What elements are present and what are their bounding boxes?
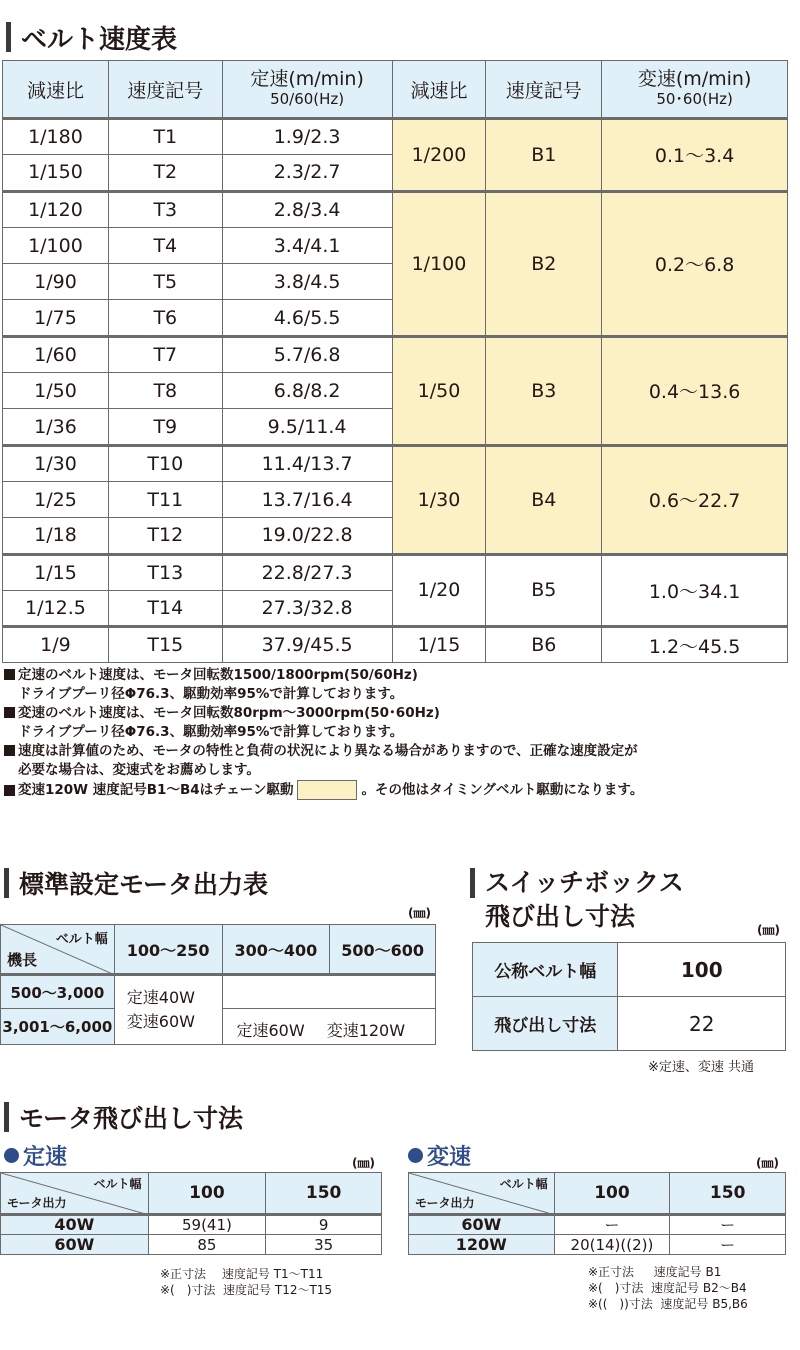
table-row xyxy=(3,336,788,372)
var-code-cell: B1 xyxy=(486,119,602,192)
fixed-proj-table xyxy=(0,1172,382,1255)
table-row xyxy=(1,1235,382,1255)
code-cell: T13 xyxy=(108,554,222,590)
speed-cell: 1.9/2.3 xyxy=(222,119,392,155)
var-code-cell: B4 xyxy=(486,445,602,554)
bullet-dot-icon xyxy=(408,1148,423,1163)
speed-cell: 11.4/13.7 xyxy=(222,445,392,481)
motor-output-title: 標準設定モータ出力表 xyxy=(4,868,268,898)
speed-cell: 19.0/22.8 xyxy=(222,518,392,554)
title-bar xyxy=(6,22,11,52)
ratio-cell: 1/180 xyxy=(3,119,109,155)
table-row xyxy=(3,445,788,481)
motor-output-unit: (㎜) xyxy=(408,906,431,920)
variable-label: 変速 xyxy=(408,1140,471,1171)
proj-value: 85 xyxy=(148,1235,266,1255)
proj-value: 20(14)((2)) xyxy=(554,1235,670,1255)
var-ratio-cell: 1/30 xyxy=(392,445,486,554)
ratio-cell: 1/30 xyxy=(3,445,109,481)
ratio-cell: 1/75 xyxy=(3,300,109,336)
code-cell: T1 xyxy=(108,119,222,155)
speed-cell: 3.8/4.5 xyxy=(222,264,392,300)
var-ratio-cell: 1/100 xyxy=(392,191,486,336)
speed-cell: 37.9/45.5 xyxy=(222,627,392,663)
ratio-cell: 1/100 xyxy=(3,227,109,263)
switch-box-table xyxy=(472,942,786,1051)
speed-cell: 5.7/6.8 xyxy=(222,336,392,372)
speed-cell: 9.5/11.4 xyxy=(222,409,392,445)
code-cell: T4 xyxy=(108,227,222,263)
table-row xyxy=(3,119,788,155)
belt-speed-table xyxy=(2,60,788,663)
fixed-col-1: 100 xyxy=(148,1173,266,1215)
var-speed-cell: 0.6〜22.7 xyxy=(602,445,788,554)
table-row xyxy=(409,1215,786,1235)
note-1: 定速のベルト速度は、モータ回転数1500/1800rpm(50/60Hz) ドライブプーリ径Φ76.3、駆動効率95%で計算しております。 変速のベルト速度は、モータ回転数80rpm〜3000rpm(50･60Hz) ドライブプーリ径Φ76.3、駆動効率95%で計算しております。 速度は計算値のため、モータの特性と負荷の状況により異なる場合がありますので、正確な速度設定が 必要な場合は、変速式をお薦めします。 変速120W 速度記号B1〜B4はチェーン駆動 。その他はタイミングベルト駆動になります。 xyxy=(4,666,643,800)
code-cell: T14 xyxy=(108,590,222,626)
ratio-cell: 1/150 xyxy=(3,155,109,191)
proj-value: ー xyxy=(554,1215,670,1235)
code-cell: T11 xyxy=(108,481,222,517)
code-cell: T6 xyxy=(108,300,222,336)
code-cell: T9 xyxy=(108,409,222,445)
code-cell: T10 xyxy=(108,445,222,481)
speed-cell: 2.3/2.7 xyxy=(222,155,392,191)
motor-output-table xyxy=(0,924,436,1045)
var-speed-cell: 0.4〜13.6 xyxy=(602,336,788,445)
ratio-cell: 1/9 xyxy=(3,627,109,663)
var-ratio-cell: 1/50 xyxy=(392,336,486,445)
motor-row-1: 500〜3,000 xyxy=(1,975,115,1009)
ratio-cell: 1/60 xyxy=(3,336,109,372)
motor-output-label: 60W xyxy=(409,1215,555,1235)
code-cell: T15 xyxy=(108,627,222,663)
bullet-dot-icon xyxy=(4,1148,19,1163)
code-cell: T12 xyxy=(108,518,222,554)
var-ratio-cell: 1/15 xyxy=(392,627,486,663)
proj-value: 59(41) xyxy=(148,1215,266,1235)
ratio-cell: 1/36 xyxy=(3,409,109,445)
var-speed-cell: 0.1〜3.4 xyxy=(602,119,788,192)
variable-corner: ベルト幅 モータ出力 xyxy=(409,1173,555,1215)
code-cell: T8 xyxy=(108,373,222,409)
fixed-col-2: 150 xyxy=(266,1173,382,1215)
variable-notes: ※正寸法 速度記号 B1 ※( )寸法 速度記号 B2〜B4 ※(( ))寸法 速度記号 B5,B6 xyxy=(588,1265,748,1311)
speed-cell: 2.8/3.4 xyxy=(222,191,392,227)
var-code-cell: B6 xyxy=(486,627,602,663)
var-code-cell: B5 xyxy=(486,554,602,627)
table-row xyxy=(3,627,788,663)
switch-row1-value: 100 xyxy=(618,943,786,997)
ratio-cell: 1/120 xyxy=(3,191,109,227)
header-code-2: 速度記号 xyxy=(486,61,602,119)
var-ratio-cell: 1/200 xyxy=(392,119,486,192)
speed-cell: 22.8/27.3 xyxy=(222,554,392,590)
header-code: 速度記号 xyxy=(108,61,222,119)
var-code-cell: B3 xyxy=(486,336,602,445)
variable-col-2: 150 xyxy=(670,1173,786,1215)
ratio-cell: 1/25 xyxy=(3,481,109,517)
fixed-corner: ベルト幅 モータ出力 xyxy=(1,1173,149,1215)
motor-col-1: 100〜250 xyxy=(114,925,222,975)
fixed-unit: (㎜) xyxy=(352,1156,375,1170)
code-cell: T7 xyxy=(108,336,222,372)
table-row xyxy=(1,1215,382,1235)
ratio-cell: 1/90 xyxy=(3,264,109,300)
motor-col-2: 300〜400 xyxy=(222,925,330,975)
ratio-cell: 1/12.5 xyxy=(3,590,109,626)
motor-proj-title: モータ飛び出し寸法 xyxy=(4,1102,243,1132)
switch-box-note: ※定速、変速 共通 xyxy=(648,1060,755,1075)
motor-output-corner: ベルト幅 機長 xyxy=(1,925,115,975)
motor-output-label: 120W xyxy=(409,1235,555,1255)
switch-row2-label: 飛び出し寸法 xyxy=(473,997,618,1051)
ratio-cell: 1/18 xyxy=(3,518,109,554)
speed-cell: 27.3/32.8 xyxy=(222,590,392,626)
header-fixed-speed: 定速(m/min) 50/60(Hz) xyxy=(222,61,392,119)
switch-row1-label: 公称ベルト幅 xyxy=(473,943,618,997)
motor-col-3: 500〜600 xyxy=(330,925,436,975)
speed-cell: 3.4/4.1 xyxy=(222,227,392,263)
motor-output-label: 60W xyxy=(1,1235,149,1255)
proj-value: ー xyxy=(670,1215,786,1235)
code-cell: T2 xyxy=(108,155,222,191)
chain-drive-swatch xyxy=(297,780,357,800)
motor-cell-a: 定速40W 変速60W xyxy=(114,975,222,1045)
variable-unit: (㎜) xyxy=(756,1156,779,1170)
motor-row-2: 3,001〜6,000 xyxy=(1,1009,115,1045)
proj-value: 9 xyxy=(266,1215,382,1235)
proj-value: ー xyxy=(670,1235,786,1255)
variable-proj-table xyxy=(408,1172,786,1255)
code-cell: T3 xyxy=(108,191,222,227)
var-code-cell: B2 xyxy=(486,191,602,336)
switch-box-title: スイッチボックス 飛び出し寸法 xyxy=(470,866,684,934)
header-var-speed: 変速(m/min) 50･60(Hz) xyxy=(602,61,788,119)
table-row xyxy=(409,1235,786,1255)
motor-output-label: 40W xyxy=(1,1215,149,1235)
switch-box-unit: (㎜) xyxy=(757,923,780,937)
var-ratio-cell: 1/20 xyxy=(392,554,486,627)
fixed-label: 定速 xyxy=(4,1140,67,1171)
proj-value: 35 xyxy=(266,1235,382,1255)
speed-cell: 13.7/16.4 xyxy=(222,481,392,517)
table-row xyxy=(3,554,788,590)
ratio-cell: 1/50 xyxy=(3,373,109,409)
switch-row2-value: 22 xyxy=(618,997,786,1051)
fixed-notes: ※正寸法 速度記号 T1〜T11 ※( )寸法 速度記号 T12〜T15 xyxy=(160,1267,333,1297)
code-cell: T5 xyxy=(108,264,222,300)
belt-header-row xyxy=(3,61,788,119)
table-row xyxy=(3,191,788,227)
belt-speed-title: ベルト速度表 xyxy=(6,22,177,52)
variable-col-1: 100 xyxy=(554,1173,670,1215)
motor-cell-b: 定速60W 変速120W xyxy=(222,1009,436,1045)
speed-cell: 6.8/8.2 xyxy=(222,373,392,409)
header-ratio-2: 減速比 xyxy=(392,61,486,119)
ratio-cell: 1/15 xyxy=(3,554,109,590)
var-speed-cell: 1.0〜34.1 xyxy=(602,554,788,627)
var-speed-cell: 1.2〜45.5 xyxy=(602,627,788,663)
speed-cell: 4.6/5.5 xyxy=(222,300,392,336)
var-speed-cell: 0.2〜6.8 xyxy=(602,191,788,336)
header-ratio: 減速比 xyxy=(3,61,109,119)
